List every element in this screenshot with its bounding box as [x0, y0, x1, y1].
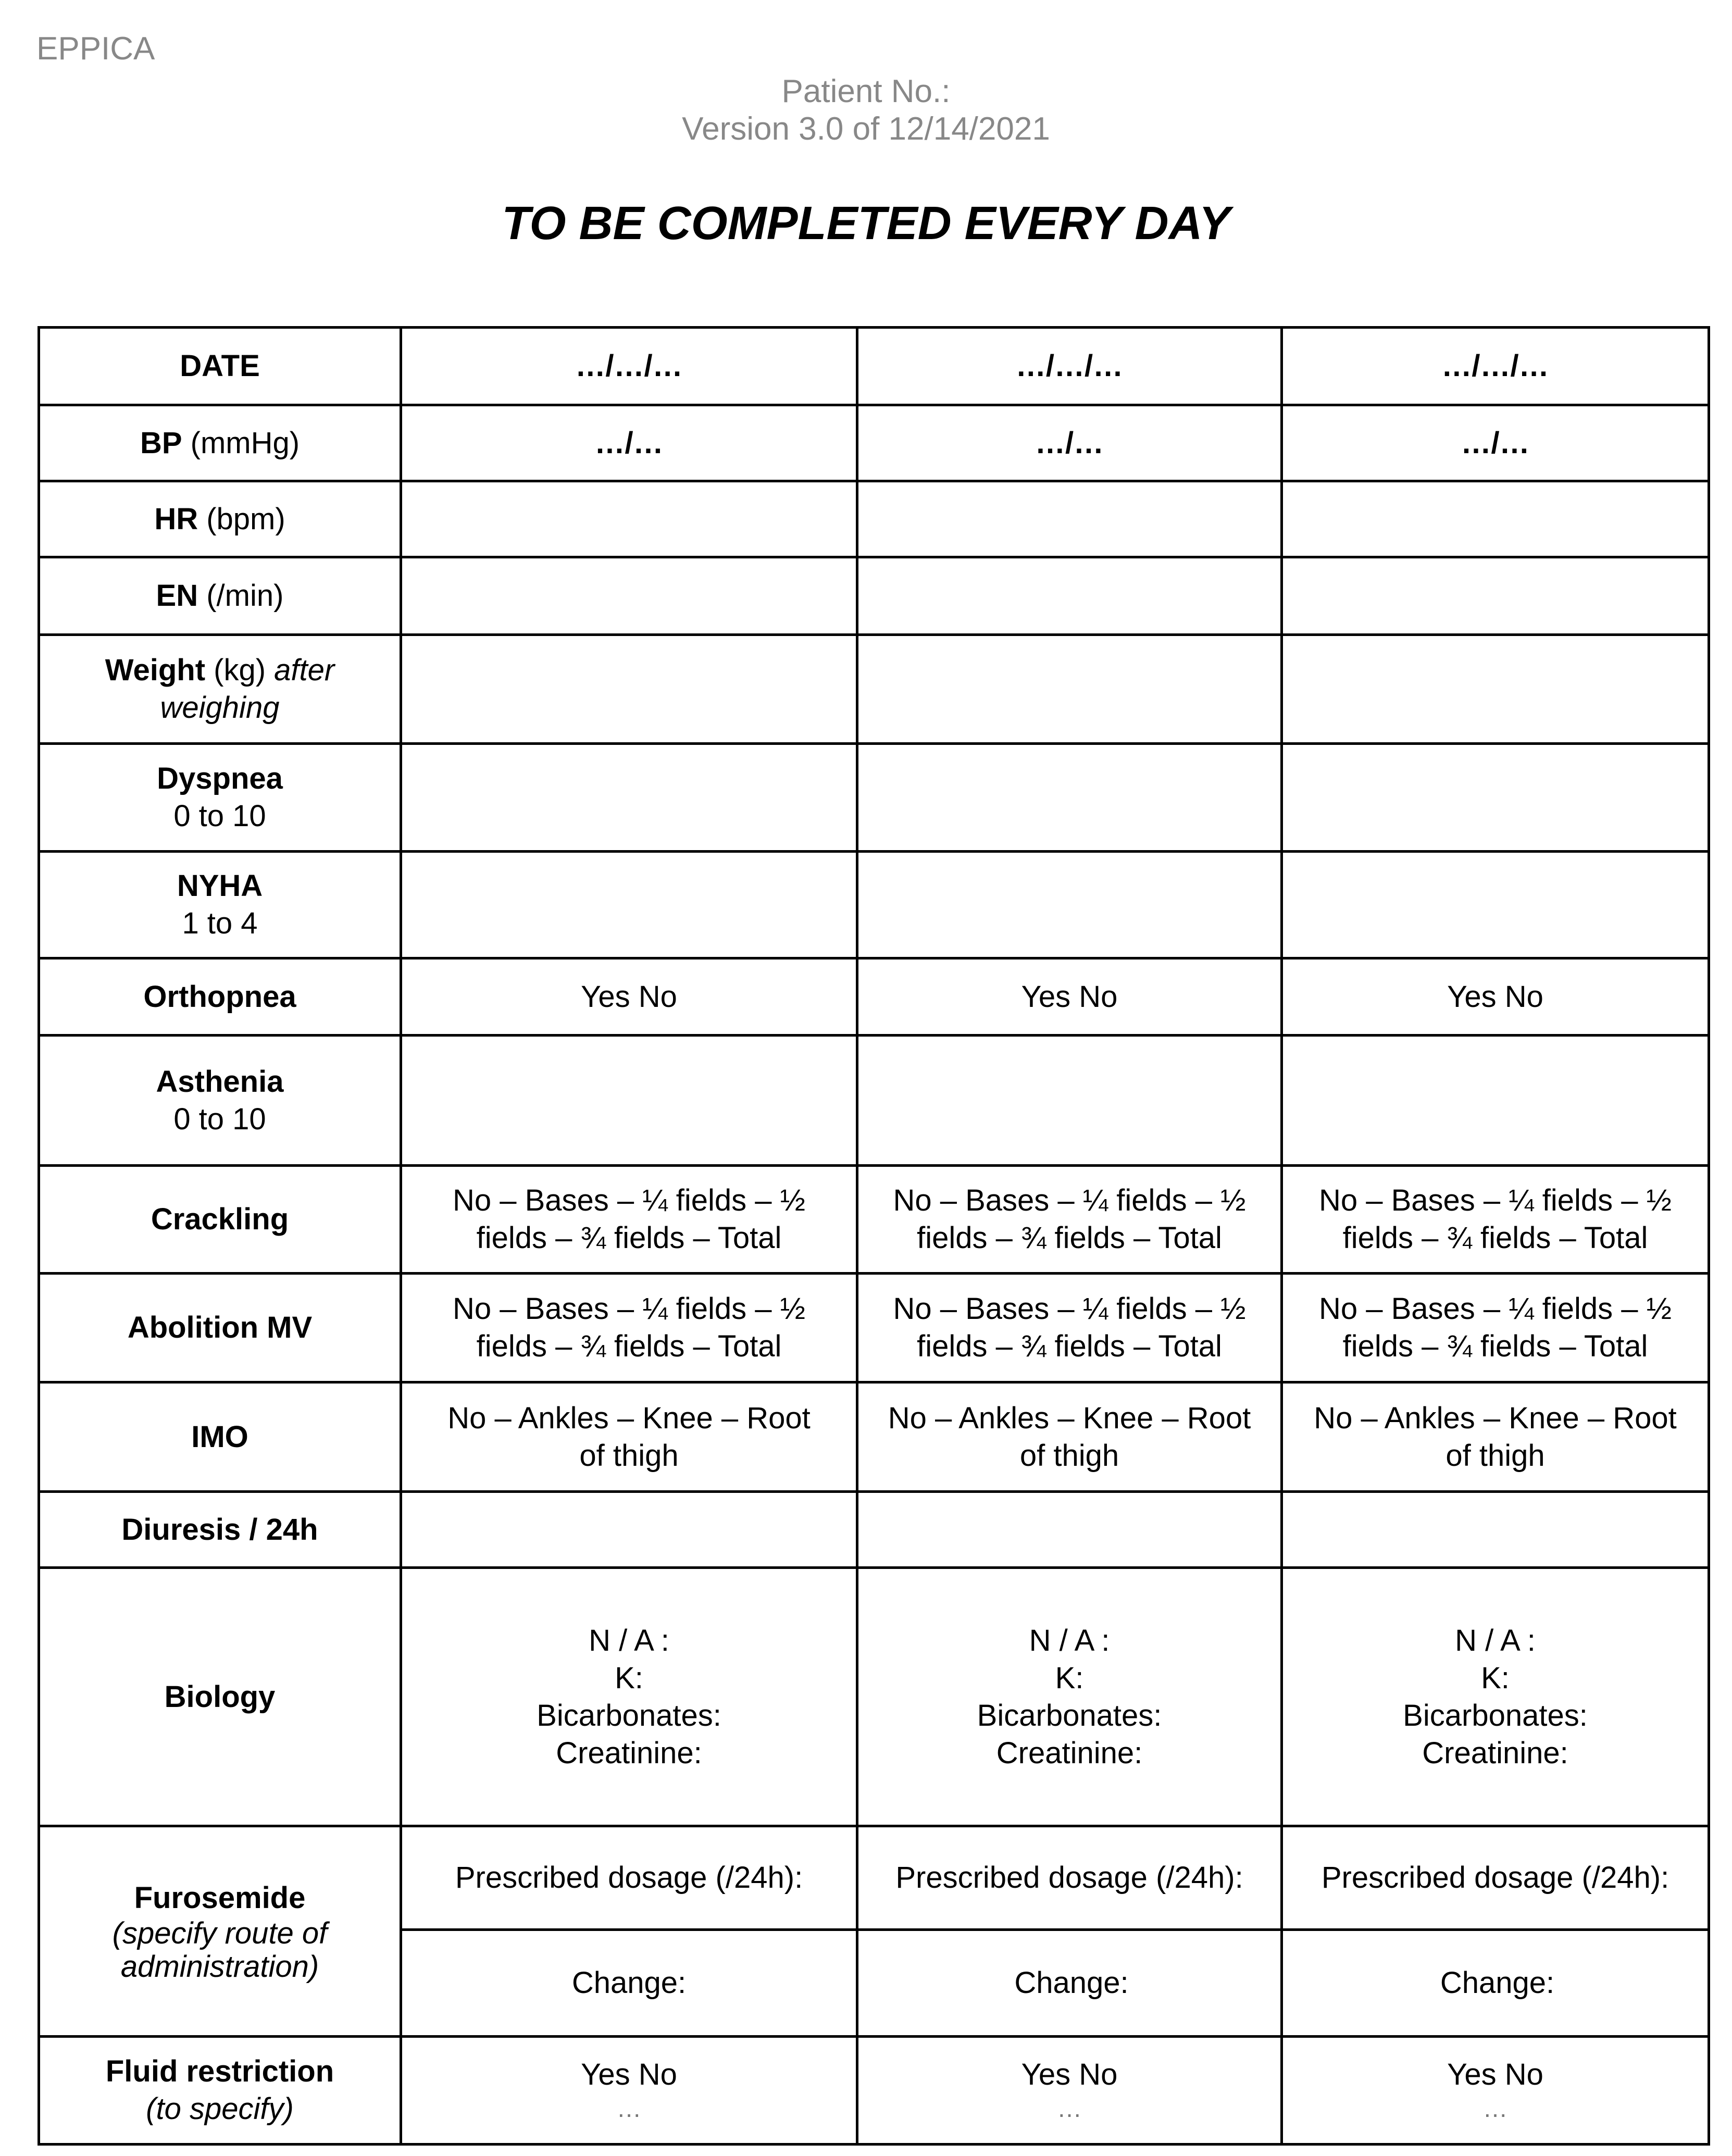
weight-note: after weighing — [160, 653, 335, 725]
date-cell-2[interactable]: …/…/… — [857, 328, 1282, 405]
row-fluid-restriction — [39, 2037, 1709, 2145]
hr-unit: (bpm) — [198, 502, 285, 536]
patient-number-label: Patient No.: — [781, 73, 951, 109]
dyspnea-scale: 0 to 10 — [173, 799, 266, 833]
row-label-abolition-mv: Abolition MV — [39, 1274, 401, 1382]
asthenia-scale: 0 to 10 — [173, 1102, 266, 1136]
en-unit: (/min) — [198, 579, 284, 613]
furosemide-change-cell-1[interactable]: Change: — [401, 1930, 857, 2037]
asthenia-label: Asthenia — [156, 1064, 284, 1099]
row-label-hr — [39, 481, 401, 557]
row-label-weight — [39, 635, 401, 744]
abolition-cell-2[interactable]: No – Bases – ¼ fields – ½ fields – ¾ fields – Total — [857, 1274, 1282, 1382]
hr-label: HR — [154, 502, 198, 536]
row-label-imo: IMO — [39, 1382, 401, 1492]
row-hr — [39, 481, 1709, 557]
biology-cell-3[interactable] — [1282, 1568, 1709, 1826]
nyha-label: NYHA — [177, 869, 263, 903]
row-date — [39, 328, 1709, 405]
crackling-cell-2[interactable]: No – Bases – ¼ fields – ½ fields – ¾ fields – Total — [857, 1166, 1282, 1274]
bio-creatinine-label: Creatinine: — [1422, 1736, 1568, 1770]
diuresis-cell-3[interactable] — [1282, 1492, 1709, 1568]
biology-cell-1[interactable] — [401, 1568, 857, 1826]
page-title: TO BE COMPLETED EVERY DAY — [502, 197, 1230, 250]
bio-k-label: K: — [1055, 1661, 1084, 1695]
row-label-en — [39, 557, 401, 635]
bp-cell-2[interactable]: …/… — [857, 405, 1282, 481]
abolition-cell-1[interactable]: No – Bases – ¼ fields – ½ fields – ¾ fields – Total — [401, 1274, 857, 1382]
weight-label: Weight — [105, 653, 206, 687]
fluid-yes-no: Yes No — [1447, 2058, 1543, 2091]
asthenia-cell-3[interactable] — [1282, 1036, 1709, 1166]
bio-na-label: N / A : — [1029, 1623, 1110, 1657]
daily-form-table — [38, 326, 1710, 2146]
row-crackling — [39, 1166, 1709, 1274]
row-label-date: DATE — [39, 328, 401, 405]
row-nyha — [39, 852, 1709, 958]
en-cell-3[interactable] — [1282, 557, 1709, 635]
fluid-cell-1[interactable] — [401, 2037, 857, 2145]
hr-cell-3[interactable] — [1282, 481, 1709, 557]
dyspnea-label: Dyspnea — [157, 762, 283, 795]
weight-unit: (kg) — [205, 653, 275, 687]
nyha-scale: 1 to 4 — [182, 906, 258, 940]
fluid-ellipsis: … — [616, 2095, 642, 2123]
row-diuresis — [39, 1492, 1709, 1568]
row-abolition-mv — [39, 1274, 1709, 1382]
weight-cell-3[interactable] — [1282, 635, 1709, 744]
row-label-crackling: Crackling — [39, 1166, 401, 1274]
row-furosemide-dosage — [39, 1826, 1709, 1930]
row-weight — [39, 635, 1709, 744]
nyha-cell-1[interactable] — [401, 852, 857, 958]
imo-cell-2[interactable]: No – Ankles – Knee – Root of thigh — [857, 1382, 1282, 1492]
row-orthopnea — [39, 958, 1709, 1036]
furosemide-change-cell-2[interactable]: Change: — [857, 1930, 1282, 2037]
row-label-asthenia — [39, 1036, 401, 1166]
bp-unit: (mmHg) — [182, 426, 300, 460]
fluid-note: (to specify) — [146, 2092, 294, 2126]
bio-k-label: K: — [1481, 1661, 1510, 1695]
row-bp — [39, 405, 1709, 481]
fluid-yes-no: Yes No — [581, 2058, 677, 2091]
orthopnea-cell-1[interactable]: Yes No — [401, 958, 857, 1036]
bio-k-label: K: — [615, 1661, 643, 1695]
row-label-bp — [39, 405, 401, 481]
row-imo — [39, 1382, 1709, 1492]
en-cell-2[interactable] — [857, 557, 1282, 635]
row-label-furosemide — [39, 1826, 401, 2037]
fluid-cell-2[interactable] — [857, 2037, 1282, 2145]
row-label-dyspnea — [39, 744, 401, 852]
asthenia-cell-2[interactable] — [857, 1036, 1282, 1166]
row-label-fluid-restriction — [39, 2037, 401, 2145]
furosemide-dosage-cell-2[interactable]: Prescribed dosage (/24h): — [857, 1826, 1282, 1930]
nyha-cell-3[interactable] — [1282, 852, 1709, 958]
asthenia-cell-1[interactable] — [401, 1036, 857, 1166]
furosemide-note: (specify route of administration) — [112, 1916, 328, 1984]
biology-cell-2[interactable] — [857, 1568, 1282, 1826]
fluid-cell-3[interactable] — [1282, 2037, 1709, 2145]
row-biology — [39, 1568, 1709, 1826]
bp-cell-3[interactable]: …/… — [1282, 405, 1709, 481]
dyspnea-cell-2[interactable] — [857, 744, 1282, 852]
dyspnea-cell-3[interactable] — [1282, 744, 1709, 852]
bp-label: BP — [140, 426, 182, 460]
furosemide-change-cell-3[interactable]: Change: — [1282, 1930, 1709, 2037]
imo-cell-1[interactable]: No – Ankles – Knee – Root of thigh — [401, 1382, 857, 1492]
row-label-orthopnea: Orthopnea — [39, 958, 401, 1036]
crackling-cell-3[interactable]: No – Bases – ¼ fields – ½ fields – ¾ fields – Total — [1282, 1166, 1709, 1274]
fluid-label: Fluid restriction — [105, 2054, 334, 2088]
orthopnea-cell-2[interactable]: Yes No — [857, 958, 1282, 1036]
row-label-biology: Biology — [39, 1568, 401, 1826]
furosemide-dosage-cell-1[interactable]: Prescribed dosage (/24h): — [401, 1826, 857, 1930]
fluid-ellipsis: … — [1482, 2095, 1508, 2123]
diuresis-cell-1[interactable] — [401, 1492, 857, 1568]
abolition-cell-3[interactable]: No – Bases – ¼ fields – ½ fields – ¾ fields – Total — [1282, 1274, 1709, 1382]
bio-na-label: N / A : — [589, 1623, 669, 1657]
furosemide-dosage-cell-3[interactable]: Prescribed dosage (/24h): — [1282, 1826, 1709, 1930]
hr-cell-2[interactable] — [857, 481, 1282, 557]
row-label-diuresis: Diuresis / 24h — [39, 1492, 401, 1568]
imo-cell-3[interactable]: No – Ankles – Knee – Root of thigh — [1282, 1382, 1709, 1492]
orthopnea-cell-3[interactable]: Yes No — [1282, 958, 1709, 1036]
brand-label: EPPICA — [36, 31, 155, 67]
bio-bicarbonates-label: Bicarbonates: — [977, 1698, 1162, 1733]
bio-na-label: N / A : — [1455, 1623, 1536, 1657]
row-en — [39, 557, 1709, 635]
row-asthenia — [39, 1036, 1709, 1166]
bp-cell-1[interactable]: …/… — [401, 405, 857, 481]
bio-bicarbonates-label: Bicarbonates: — [537, 1698, 721, 1733]
dyspnea-cell-1[interactable] — [401, 744, 857, 852]
hr-cell-1[interactable] — [401, 481, 857, 557]
row-dyspnea — [39, 744, 1709, 852]
weight-cell-2[interactable] — [857, 635, 1282, 744]
bio-creatinine-label: Creatinine: — [996, 1736, 1143, 1770]
fluid-ellipsis: … — [1057, 2095, 1082, 2123]
diuresis-cell-2[interactable] — [857, 1492, 1282, 1568]
nyha-cell-2[interactable] — [857, 852, 1282, 958]
crackling-cell-1[interactable]: No – Bases – ¼ fields – ½ fields – ¾ fields – Total — [401, 1166, 857, 1274]
date-cell-3[interactable]: …/…/… — [1282, 328, 1709, 405]
version-label: Version 3.0 of 12/14/2021 — [682, 111, 1050, 147]
en-cell-1[interactable] — [401, 557, 857, 635]
furosemide-label: Furosemide — [134, 1880, 306, 1915]
bio-creatinine-label: Creatinine: — [556, 1736, 702, 1770]
fluid-yes-no: Yes No — [1021, 2058, 1118, 2091]
weight-cell-1[interactable] — [401, 635, 857, 744]
row-label-nyha — [39, 852, 401, 958]
en-label: EN — [156, 579, 198, 613]
bio-bicarbonates-label: Bicarbonates: — [1403, 1698, 1588, 1733]
date-cell-1[interactable]: …/…/… — [401, 328, 857, 405]
